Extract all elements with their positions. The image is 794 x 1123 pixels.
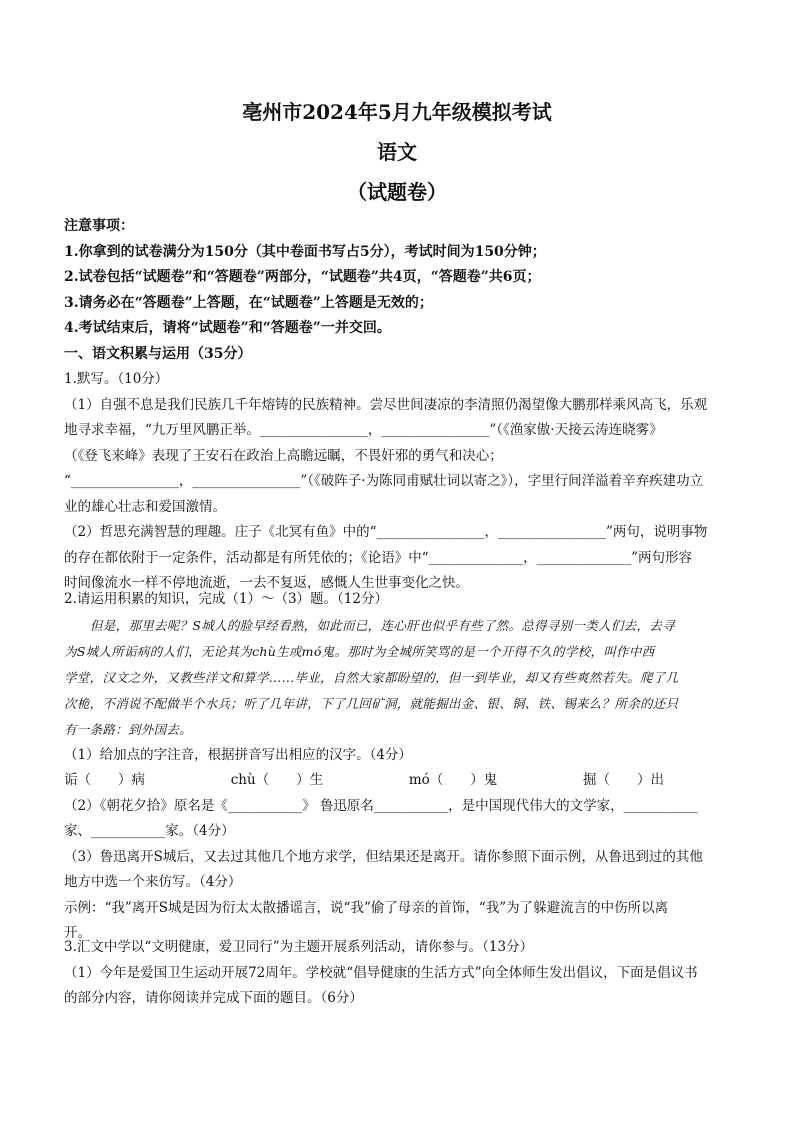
passage-line: 为S城人所诟病的人们，无论其为chù生或mó鬼。那时为全城所笑骂的是一个开得不久的学校，叫作中西 bbox=[64, 643, 655, 659]
passage-line: 学堂，汉文之外，又教些洋文和算学……毕业，自然大家都盼望的，但一到毕业，却又有些爽然若失。爬了几 bbox=[64, 669, 679, 685]
question-line: （《登飞来峰》表现了王安石在政治上高瞻远瞩，不畏奸邪的勇气和决心； bbox=[64, 447, 503, 464]
example-line: 开。 bbox=[64, 925, 91, 941]
note-item: 3.请务必在“答题卷”上答题，在“试题卷”上答题是无效的； bbox=[64, 294, 433, 311]
question-line: “________________，________________”（《破阵子·为陈同甫赋壮词以寄之》），字里行间洋溢着辛弃疾建功立 bbox=[64, 473, 704, 489]
question-2 bbox=[64, 587, 734, 947]
question-line: （1）今年是爱国卫生运动开展72周年。学校就“倡导健康的生活方式”向全体师生发出倡议，下面是倡议书 bbox=[64, 964, 698, 981]
sub-question: 地方中选一个来仿写。（4分） bbox=[64, 874, 242, 890]
notes-section bbox=[64, 214, 734, 367]
pinyin-item: 掘（ ）出 bbox=[583, 772, 664, 788]
paper-type-title: （试题卷） bbox=[347, 180, 447, 204]
sub-question: 家、___________家。（4分） bbox=[64, 823, 235, 839]
subject-title: 语文 bbox=[377, 140, 417, 164]
example-line: 示例：“我”离开S城是因为衍太太散播谣言，说“我”偷了母亲的首饰，“我”为了躲避流言的中伤所以离 bbox=[64, 899, 669, 916]
note-item: 4.考试结束后，请将“试题卷”和“答题卷”一并交回。 bbox=[64, 320, 391, 336]
question-line: （2）哲思充满智慧的理趣。庄子《北冥有鱼》中的“________________，________________”两句，说明事物 bbox=[64, 524, 708, 540]
exam-title: 亳州市2024年5月九年级模拟考试 bbox=[242, 100, 552, 124]
passage-line: 次桅，不消说不配做半个水兵；听了几年讲，下了几回矿洞，就能掘出金、银、铜、铁、锡来么？所余的还只 bbox=[64, 695, 679, 711]
sub-question: （3）鲁迅离开S城后，又去过其他几个地方求学，但结果还是离开。请你参照下面示例，从鲁迅到过的其他 bbox=[64, 848, 703, 865]
sub-question: （2）《朝花夕拾》原名是《___________》 鲁迅原名___________，是中国现代伟大的文学家，___________ bbox=[64, 797, 698, 814]
note-item: 2.试卷包括“试题卷”和“答题卷”两部分，“试题卷”共4页，“答题卷”共6页； bbox=[64, 269, 541, 285]
pinyin-item: 诟（ ）病 bbox=[64, 772, 145, 788]
question-1 bbox=[64, 367, 734, 597]
section-heading: 一、语文积累与运用（35分） bbox=[64, 345, 252, 362]
question-stem: 3.汇文中学以“文明健康，爱卫同行”为主题开展系列活动，请你参与。（13分） bbox=[64, 939, 534, 955]
passage-line: 有一条路：到外国去。 bbox=[64, 721, 193, 737]
question-3 bbox=[64, 935, 734, 1012]
question-line: 业的雄心壮志和爱国激情。 bbox=[64, 498, 226, 515]
note-item: 1.你拿到的试卷满分为150分（其中卷面书写占5分），考试时间为150分钟； bbox=[64, 243, 546, 260]
question-stem: 2.请运用积累的知识，完成（1）～（3）题。（12分） bbox=[64, 591, 388, 607]
question-line: 的部分内容，请你阅读并完成下面的题目。（6分） bbox=[64, 990, 363, 1006]
notes-heading: 注意事项： bbox=[64, 218, 134, 234]
question-line: 时间像流水一样不停地流逝，一去不复返，感慨人生世事变化之快。 bbox=[64, 575, 469, 591]
question-stem: 1.默写。（10分） bbox=[64, 371, 169, 387]
sub-question: （1）给加点的字注音，根据拼音写出相应的汉字。（4分） bbox=[64, 746, 412, 763]
pinyin-item: chù（ ）生 bbox=[230, 772, 324, 788]
question-line: （1）自强不息是我们民族几千年熔铸的民族精神。尝尽世间凄凉的李清照仍渴望像大鹏那样乘风高飞，乐观 bbox=[64, 396, 708, 413]
question-line: 的存在都依附于一定条件，活动都是有所凭依的；《论语》中“______________，______________”两句形容 bbox=[64, 549, 693, 566]
pinyin-row bbox=[64, 768, 664, 794]
question-line: 地寻求幸福，“九万里风鹏正举。________________，________________”（《渔家傲·天接云涛连晓雾》 bbox=[64, 422, 663, 438]
pinyin-item: mó（ ）鬼 bbox=[408, 772, 498, 788]
passage-line: 但是，那里去呢？S城人的脸早经看熟，如此而已，连心肝也似乎有些了然。总得寻别一类人们去，去寻 bbox=[90, 617, 675, 633]
